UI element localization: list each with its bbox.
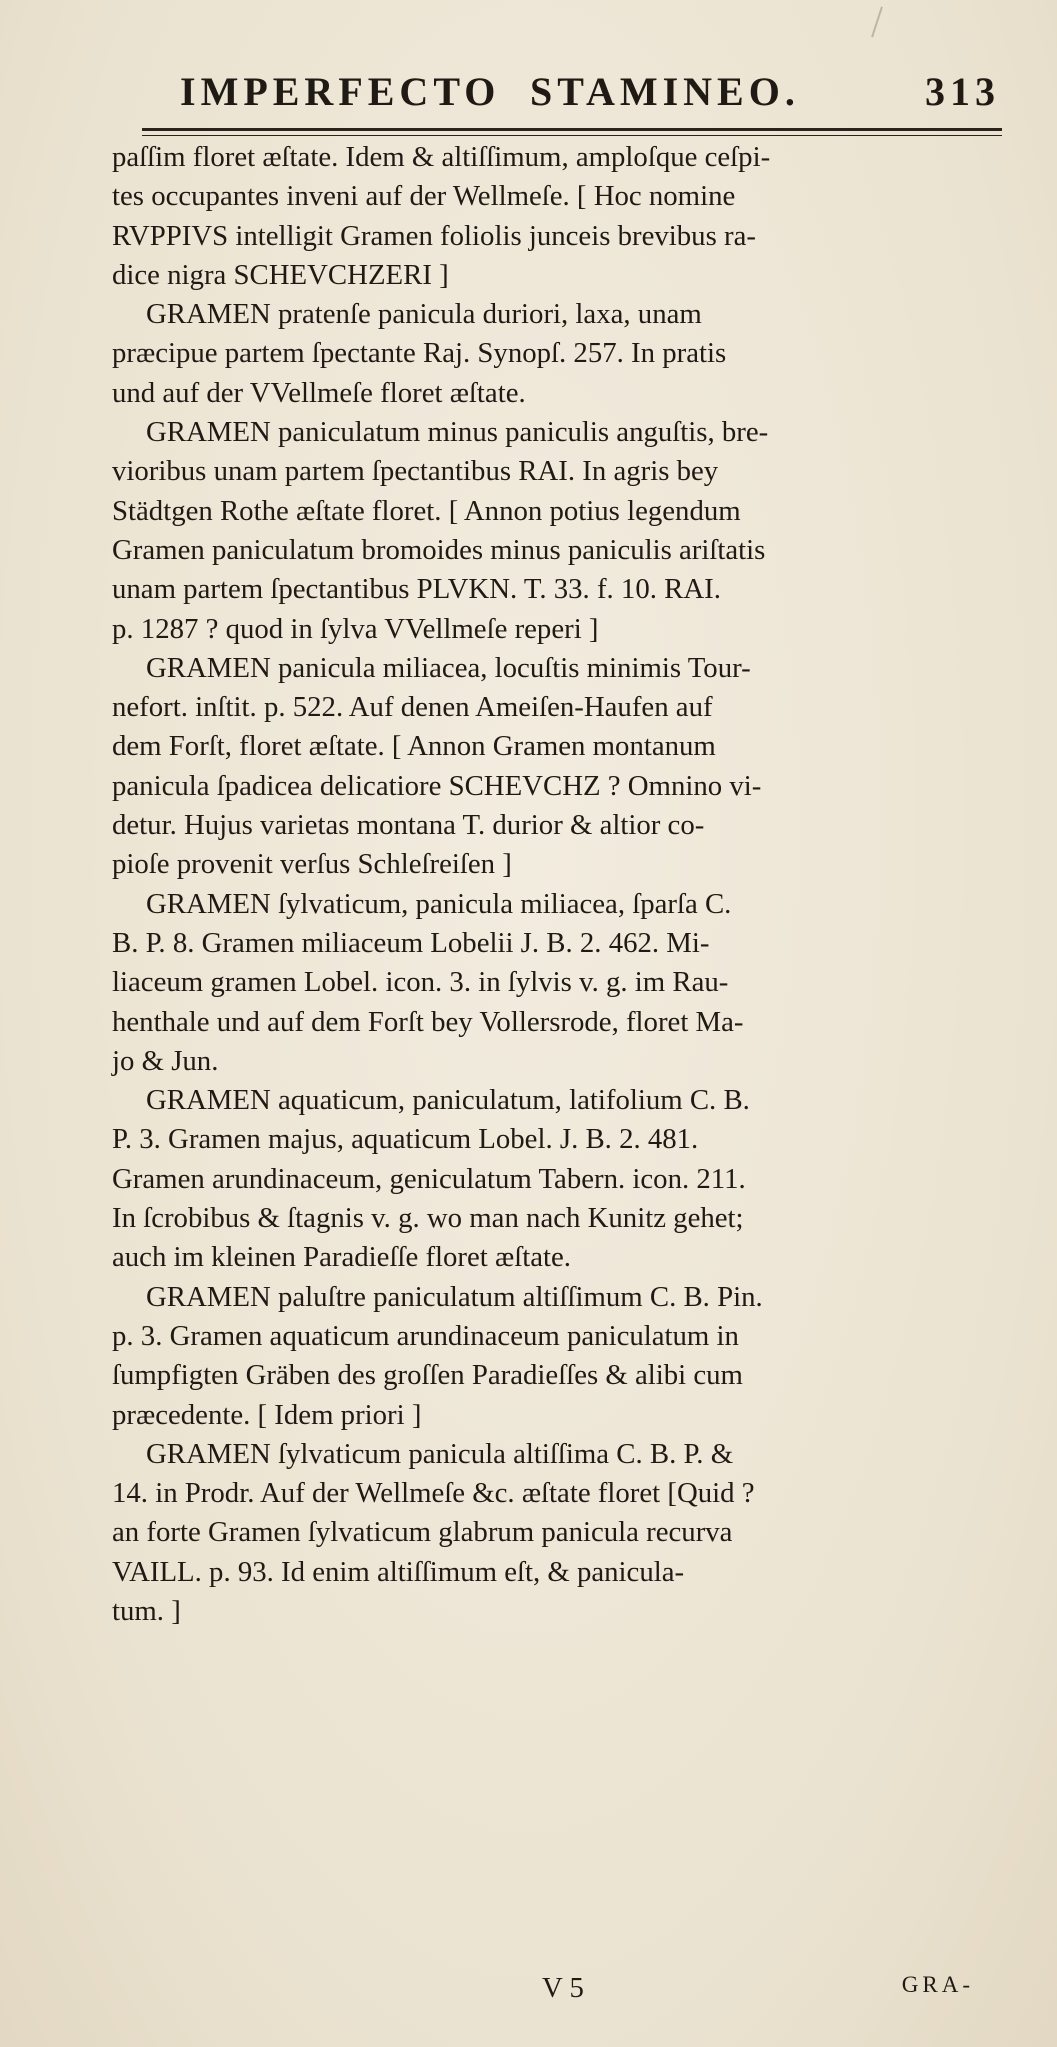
text-line: nefort. inſtit. p. 522. Auf denen Ameiſen-Haufen auf xyxy=(112,691,713,724)
text-line: In ſcrobibus & ſtagnis v. g. wo man nach Kunitz gehet; xyxy=(112,1202,744,1235)
text-line: vioribus unam partem ſpectantibus RAI. In agris bey xyxy=(112,455,719,488)
text-line: paſſim floret æſtate. Idem & altiſſimum, amploſque ceſpi- xyxy=(112,141,771,173)
text-line: detur. Hujus varietas montana T. durior & altior co- xyxy=(112,809,705,842)
text-line: RVPPIVS intelligit Gramen foliolis junceis brevibus ra- xyxy=(112,219,756,252)
catchword: GRA- xyxy=(901,1972,974,1997)
header-rule-thick xyxy=(142,128,1002,131)
page-number: 313 xyxy=(925,69,1000,114)
text-line: GRAMEN ſylvaticum panicula altiſſima C. B. P. & xyxy=(146,1437,734,1470)
text-line: Städtgen Rothe æſtate floret. [ Annon potius legendum xyxy=(112,494,741,527)
text-line: Gramen arundinaceum, geniculatum Tabern. icon. 211. xyxy=(112,1162,746,1195)
header-rule-thin xyxy=(142,135,1002,136)
text-line: GRAMEN aquaticum, paniculatum, latifolium C. B. xyxy=(146,1084,750,1117)
text-line: p. 1287 ? quod in ſylva VVellmeſe reperi ] xyxy=(112,612,599,645)
text-line: præcedente. [ Idem priori ] xyxy=(112,1398,422,1431)
text-line: dem Forſt, floret æſtate. [ Annon Gramen montanum xyxy=(112,730,716,763)
text-line: VAILL. p. 93. Id enim altiſſimum eſt, & panicula- xyxy=(112,1555,685,1588)
text-line: GRAMEN panicula miliacea, locuſtis minimis Tour- xyxy=(146,651,751,684)
page-footer xyxy=(112,1972,1012,2014)
text-line: Gramen paniculatum bromoides minus paniculis ariſtatis xyxy=(112,533,766,566)
running-header xyxy=(100,68,1000,118)
text-line: P. 3. Gramen majus, aquaticum Lobel. J. B. 2. 481. xyxy=(112,1123,699,1156)
text-line: dice nigra SCHEVCHZERI ] xyxy=(112,258,449,291)
text-line: ſumpfigten Gräben des groſſen Paradieſſes & alibi cum xyxy=(112,1359,743,1392)
body-text xyxy=(112,138,1012,1631)
text-line: liaceum gramen Lobel. icon. 3. in ſylvis v. g. im Rau- xyxy=(112,966,729,999)
text-line: GRAMEN pratenſe panicula duriori, laxa, unam xyxy=(146,298,702,331)
text-line: henthale und auf dem Forſt bey Vollersrode, floret Ma- xyxy=(112,1005,744,1038)
text-line: GRAMEN paluſtre paniculatum altiſſimum C. B. Pin. xyxy=(146,1280,763,1313)
text-line: auch im kleinen Paradieſſe floret æſtate. xyxy=(112,1241,571,1274)
text-line: tes occupantes inveni auf der Wellmeſe. [ Hoc nomine xyxy=(112,180,736,213)
text-line: unam partem ſpectantibus PLVKN. T. 33. f. 10. RAI. xyxy=(112,573,721,606)
text-line: pioſe provenit verſus Schleſreiſen ] xyxy=(112,848,512,881)
text-line: p. 3. Gramen aquaticum arundinaceum paniculatum in xyxy=(112,1319,739,1352)
text-line: tum. ] xyxy=(112,1594,181,1627)
text-line: GRAMEN ſylvaticum, panicula miliacea, ſparſa C. xyxy=(146,887,732,920)
text-line: und auf der VVellmeſe floret æſtate. xyxy=(112,376,526,409)
header-title-right: STAMINEO. xyxy=(530,69,800,114)
text-line: jo & Jun. xyxy=(112,1044,219,1077)
text-line: an forte Gramen ſylvaticum glabrum panicula recurva xyxy=(112,1516,733,1549)
text-line: GRAMEN paniculatum minus paniculis anguſtis, bre- xyxy=(146,416,769,449)
text-line: panicula ſpadicea delicatiore SCHEVCHZ ? Omnino vi- xyxy=(112,769,762,802)
text-line: 14. in Prodr. Auf der Wellmeſe &c. æſtate floret [Quid ? xyxy=(112,1477,755,1510)
text-line: B. P. 8. Gramen miliaceum Lobelii J. B. 2. 462. Mi- xyxy=(112,926,710,959)
paper-mark xyxy=(871,6,883,37)
text-line: præcipue partem ſpectante Raj. Synopſ. 257. In pratis xyxy=(112,337,727,370)
header-title-left: IMPERFECTO xyxy=(180,69,501,114)
signature-mark: V 5 xyxy=(542,1972,584,2004)
